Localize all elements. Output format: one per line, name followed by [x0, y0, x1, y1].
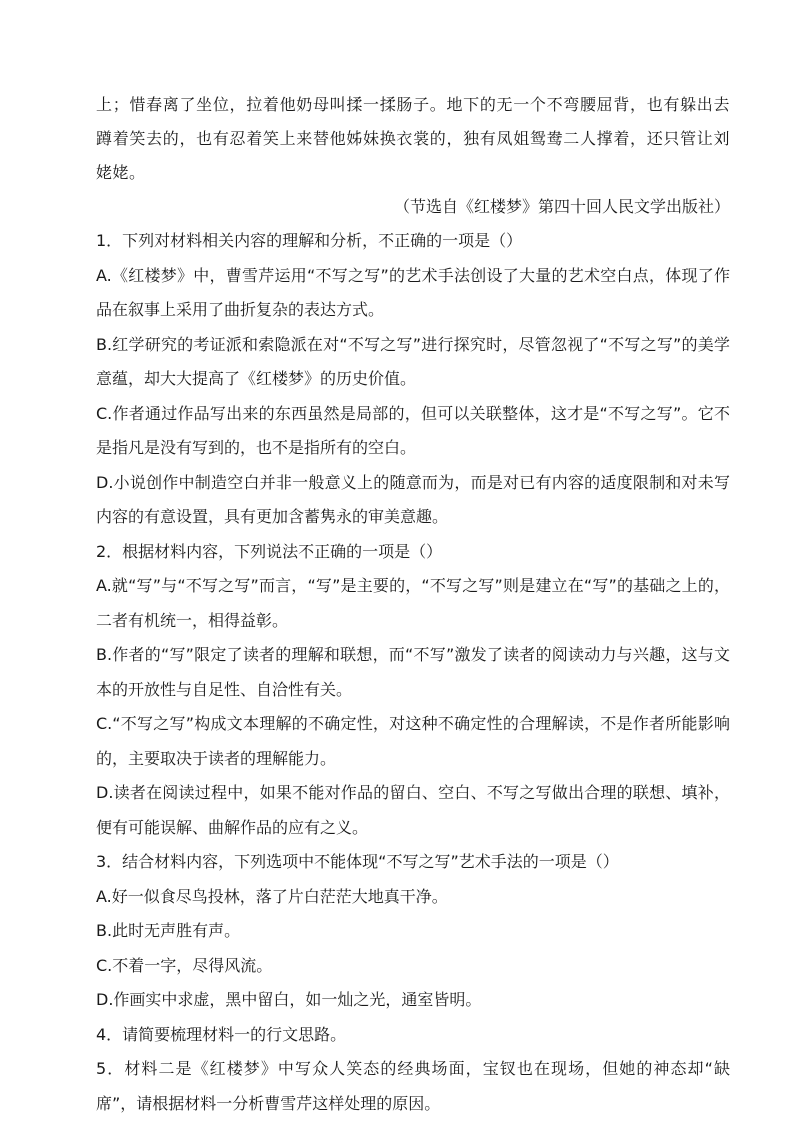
option-b: B.红学研究的考证派和索隐派在对“不写之写”进行探究时，尽管忽视了“不写之写”的美学意蕴，却大大提高了《红楼梦》的历史价值。 — [96, 334, 730, 388]
excerpt-source: （节选自《红楼梦》第四十回人民文学出版社） — [393, 197, 730, 216]
option-c: C.“不写之写”构成文本理解的不确定性，对这种不确定性的合理解读，不是作者所能影响的，主要取决于读者的理解能力。 — [96, 714, 730, 768]
question-4 — [96, 1018, 730, 1053]
option-a: A.好一似食尽鸟投林，落了片白茫茫大地真干净。 — [96, 886, 448, 906]
question-stem: 4．请简要梳理材料一的行文思路。 — [96, 1024, 347, 1044]
question-2 — [96, 535, 730, 846]
question-3 — [96, 845, 730, 1018]
option-b: B.此时无声胜有声。 — [96, 921, 241, 940]
question-stem: 5．材料二是《红楼梦》中写众人笑态的经典场面，宝钗也在现场，但她的神态却“缺席”，请根据材料一分析曹雪芹这样处理的原因。 — [96, 1059, 730, 1113]
option-a: A.就“写”与“不写之写”而言，“写”是主要的，“不写之写”则是建立在“写”的基础之上的，二者有机统一，相得益彰。 — [96, 576, 730, 630]
question-stem: 1．下列对材料相关内容的理解和分析，不正确的一项是（） — [96, 231, 523, 250]
document-page — [96, 88, 730, 1121]
question-5 — [96, 1052, 730, 1121]
option-d: D.读者在阅读过程中，如果不能对作品的留白、空白、不写之写做出合理的联想、填补，便有可能误解、曲解作品的应有之义。 — [96, 783, 730, 837]
question-1 — [96, 224, 730, 535]
option-a: A.《红楼梦》中，曹雪芹运用“不写之写”的艺术手法创设了大量的艺术空白点，体现了作品在叙事上采用了曲折复杂的表达方式。 — [96, 265, 730, 319]
option-d: D.小说创作中制造空白并非一般意义上的随意而为，而是对已有内容的适度限制和对未写内容的有意设置，具有更加含蓄隽永的审美意趣。 — [96, 472, 730, 526]
question-stem: 3．结合材料内容，下列选项中不能体现“不写之写”艺术手法的一项是（） — [96, 852, 619, 871]
excerpt-paragraph: 上；惜春离了坐位，拉着他奶母叫揉一揉肠子。地下的无一个不弯腰屈背，也有躲出去蹲着笑去的，也有忍着笑上来替他姊妹换衣裳的，独有凤姐鸳鸯二人撑着，还只管让刘姥姥。 — [96, 95, 730, 182]
option-c: C.作者通过作品写出来的东西虽然是局部的，但可以关联整体，这才是“不写之写”。它不是指凡是没有写到的，也不是指所有的空白。 — [96, 403, 730, 457]
question-stem: 2．根据材料内容，下列说法不正确的一项是（） — [96, 541, 443, 561]
option-d: D.作画实中求虚，黑中留白，如一灿之光，通室皆明。 — [96, 990, 482, 1009]
option-c: C.不着一字，尽得风流。 — [96, 955, 273, 975]
option-b: B.作者的“写”限定了读者的理解和联想，而“不写”激发了读者的阅读动力与兴趣，这与文本的开放性与自足性、自洽性有关。 — [96, 645, 730, 699]
